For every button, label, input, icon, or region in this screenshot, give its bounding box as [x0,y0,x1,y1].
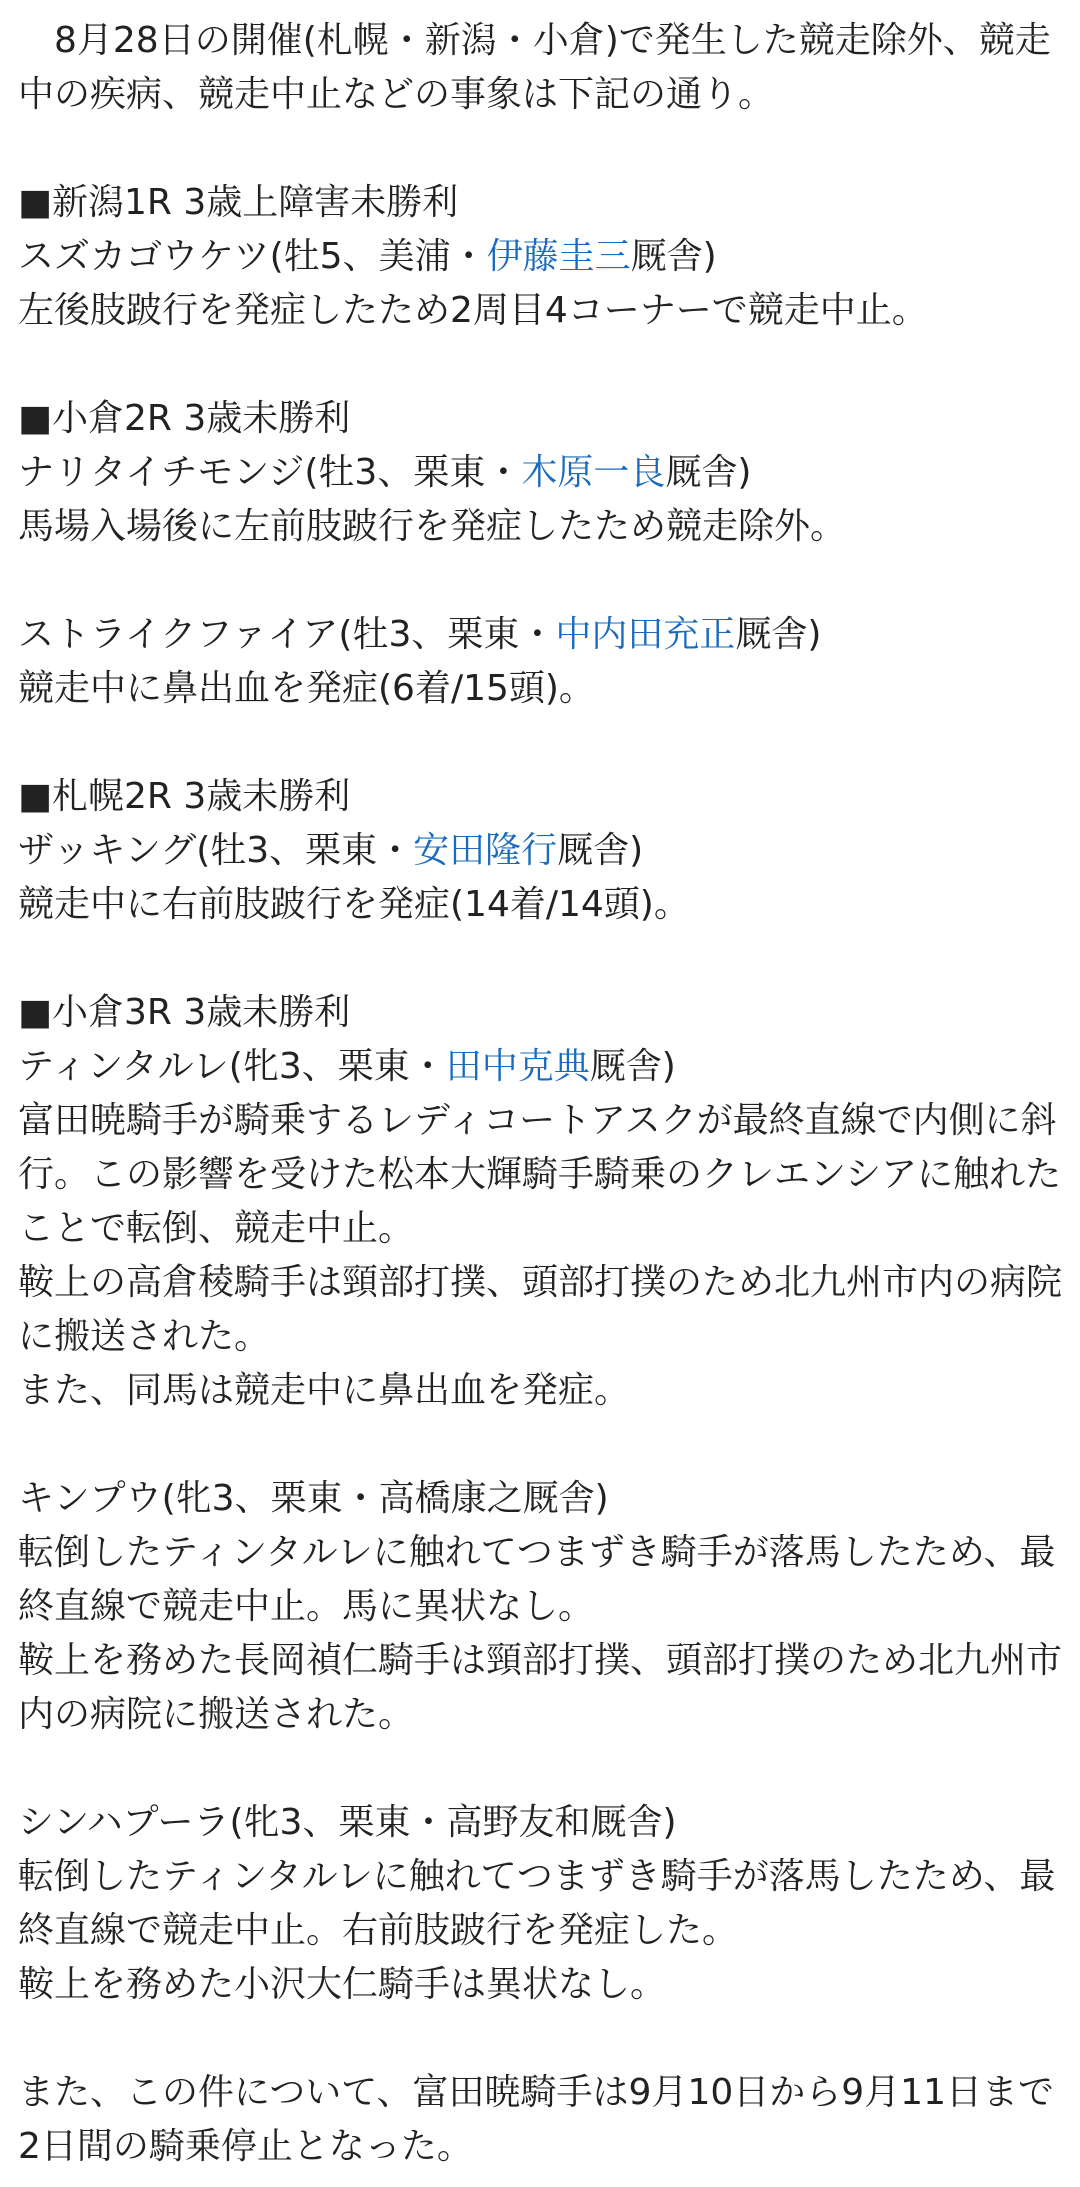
trainer-link-yasuda-takayuki[interactable]: 安田隆行 [413,830,558,871]
horse-line-narita-ichimonji [18,446,1066,500]
spacer [18,1418,1066,1472]
incident-text: 左後肢跛行を発症したため2周目4コーナーで競走中止。 [18,290,928,331]
horse-line-strike-fire [18,608,1066,662]
stable-suffix: 厩舎) [665,452,752,493]
spacer [18,338,1066,392]
incident-text: 鞍上を務めた長岡禎仁騎手は頸部打撲、頭部打撲のため北九州市内の病院に搬送された。 [18,1640,1063,1735]
stable-suffix: 厩舎) [557,830,644,871]
race-heading-sapporo-2r: ■札幌2R 3歳未勝利 [18,776,351,817]
incident-text: 転倒したティンタルレに触れてつまずき騎手が落馬したため、最終直線で競走中止。馬に異状なし。 [18,1532,1056,1627]
incident-text: 富田暁騎手が騎乗するレディコートアスクが最終直線で内側に斜行。この影響を受けた松本大輝騎手騎乗のクレエンシアに触れたことで転倒、競走中止。 [18,1100,1062,1249]
horse-text: ティンタルレ(牝3、栗東・ [18,1046,446,1087]
horse-line-tintarure [18,1040,1066,1094]
spacer [18,554,1066,608]
stable-suffix: 厩舎) [630,236,717,277]
horse-line-sinhapura: シンハプーラ(牝3、栗東・高野友和厩舎) [18,1802,677,1843]
spacer [18,122,1066,176]
stable-suffix: 厩舎) [735,614,822,655]
stable-suffix: 厩舎) [589,1046,676,1087]
trainer-link-kihara-kazuyoshi[interactable]: 木原一良 [521,452,666,493]
spacer [18,2012,1066,2066]
intro-paragraph: 8月28日の開催(札幌・新潟・小倉)で発生した競走除外、競走中の疾病、競走中止などの事象は下記の通り。 [18,20,1051,115]
trainer-link-nakauchida-mitsumasa[interactable]: 中内田充正 [555,614,736,655]
incident-text: 転倒したティンタルレに触れてつまずき騎手が落馬したため、最終直線で競走中止。右前肢跛行を発症した。 [18,1856,1056,1951]
horse-line-zakking [18,824,1066,878]
incident-text: 鞍上を務めた小沢大仁騎手は異状なし。 [18,1964,667,2005]
incident-text: 競走中に右前肢跛行を発症(14着/14頭)。 [18,884,690,925]
horse-text: ナリタイチモンジ(牡3、栗東・ [18,452,522,493]
outro-paragraph: また、この件について、富田暁騎手は9月10日から9月11日まで2日間の騎乗停止となった。 [18,2072,1054,2167]
horse-line-suzuka-goketsu [18,230,1066,284]
incident-text: 鞍上の高倉稜騎手は頸部打撲、頭部打撲のため北九州市内の病院に搬送された。 [18,1262,1063,1357]
race-heading-kokura-2r: ■小倉2R 3歳未勝利 [18,398,351,439]
trainer-link-tanaka-katsunori[interactable]: 田中克典 [445,1046,590,1087]
incident-text: 馬場入場後に左前肢跛行を発症したため競走除外。 [18,506,847,547]
race-heading-niigata-1r: ■新潟1R 3歳上障害未勝利 [18,182,459,223]
spacer [18,932,1066,986]
race-heading-kokura-3r: ■小倉3R 3歳未勝利 [18,992,351,1033]
incident-text: 競走中に鼻出血を発症(6着/15頭)。 [18,668,595,709]
horse-text: ストライクファイア(牡3、栗東・ [18,614,556,655]
incident-text: また、同馬は競走中に鼻出血を発症。 [18,1370,631,1411]
horse-line-kinpu: キンプウ(牝3、栗東・高橋康之厩舎) [18,1478,609,1519]
spacer [18,1742,1066,1796]
horse-text: ザッキング(牡3、栗東・ [18,830,414,871]
spacer [18,716,1066,770]
trainer-link-ito-keizo[interactable]: 伊藤圭三 [486,236,631,277]
horse-text: スズカゴウケツ(牡5、美浦・ [18,236,487,277]
